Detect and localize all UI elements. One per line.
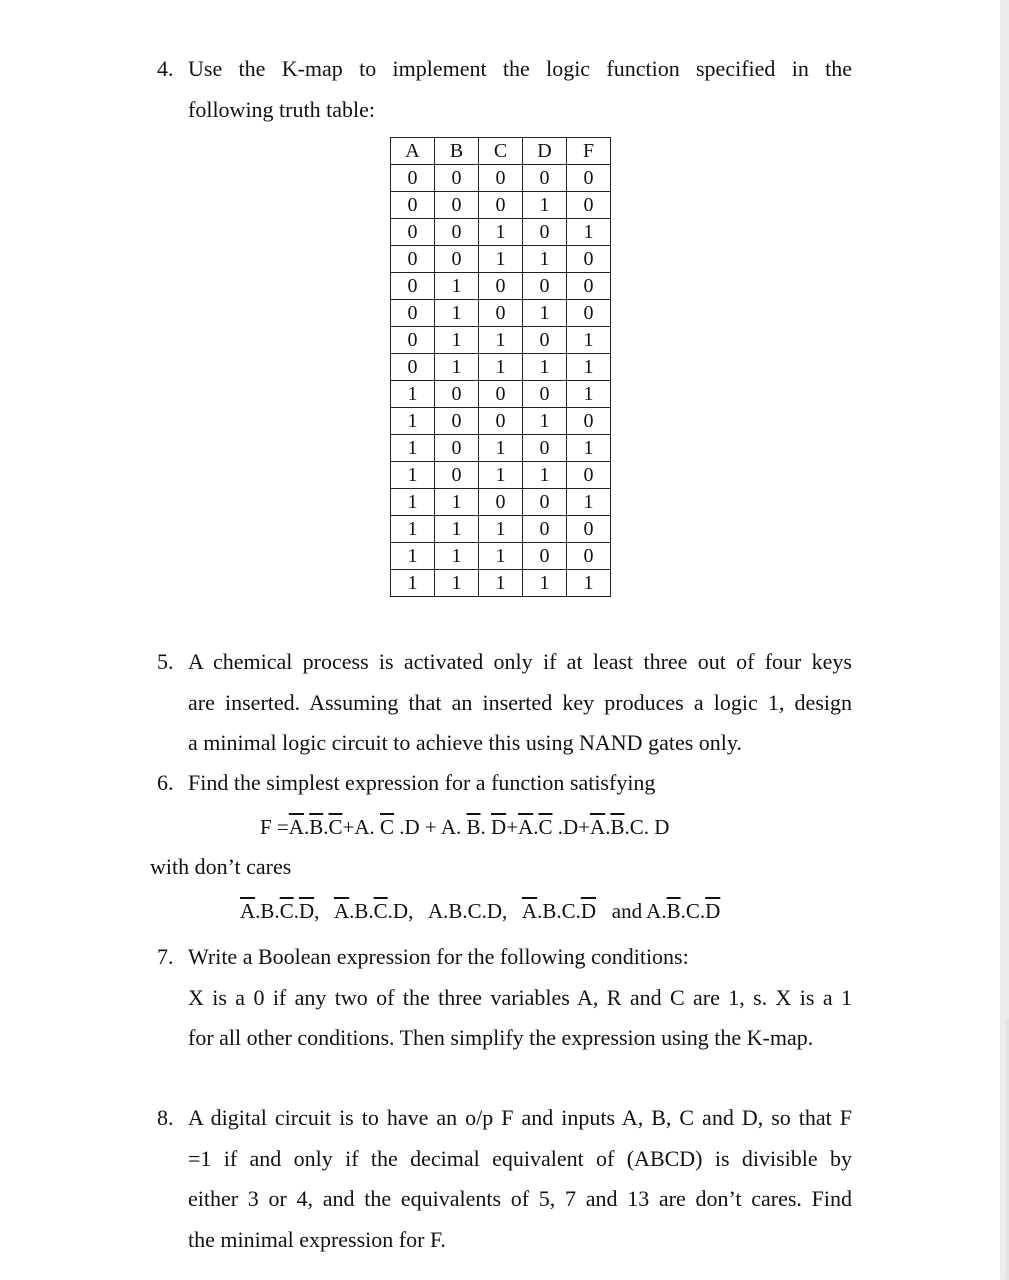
- dont-care-term: $\overline{A}.B.C.\overline{D}$: [521, 899, 596, 923]
- truth-table-cell: 1: [391, 462, 435, 489]
- truth-table-cell: 0: [567, 408, 611, 435]
- question-number: 4.: [157, 56, 174, 81]
- truth-table-row: [391, 327, 611, 354]
- truth-table-cell: 1: [523, 570, 567, 597]
- truth-table: [390, 137, 611, 597]
- truth-table-cell: 0: [523, 219, 567, 246]
- truth-table-cell: 1: [479, 462, 523, 489]
- truth-table-cell: 1: [479, 543, 523, 570]
- truth-table-cell: 0: [479, 408, 523, 435]
- truth-table-cell: 1: [479, 354, 523, 381]
- question-text-line: Find the simplest expression for a function satisfying: [188, 770, 656, 795]
- truth-table-row: [391, 435, 611, 462]
- truth-table-cell: 1: [435, 489, 479, 516]
- truth-table-cell: 0: [391, 192, 435, 219]
- truth-table-cell: 1: [523, 354, 567, 381]
- truth-table-cell: 0: [567, 516, 611, 543]
- question-text-line: are inserted. Assuming that an inserted key produces a logic 1, design: [188, 689, 852, 715]
- truth-table-cell: 1: [479, 246, 523, 273]
- function-equation: $F =\overline{A}.\overline{B}.\overline{C}+A$. $\overline{C}$ .D + A. $\overline{B}$. $\overline{D}+\overline{A}.\overline{C}$ $.D+\overline{A}.\overline{B}.C$. D: [260, 815, 670, 839]
- truth-table-cell: 0: [523, 516, 567, 543]
- truth-table-cell: 0: [435, 192, 479, 219]
- truth-table-cell: 1: [567, 570, 611, 597]
- truth-table-row: [391, 543, 611, 570]
- truth-table-cell: 1: [435, 354, 479, 381]
- truth-table-cell: 0: [567, 246, 611, 273]
- truth-table-cell: 1: [523, 246, 567, 273]
- truth-table-cell: 1: [435, 516, 479, 543]
- truth-table-cell: 0: [523, 489, 567, 516]
- truth-table-cell: 1: [435, 327, 479, 354]
- question-text-line: =1 if and only if the decimal equivalent of (ABCD) is divisible by: [188, 1145, 852, 1171]
- truth-table-header-cell: A: [391, 138, 435, 165]
- truth-table-cell: 1: [479, 570, 523, 597]
- truth-table-row: [391, 192, 611, 219]
- truth-table-cell: 1: [567, 219, 611, 246]
- truth-table-cell: 0: [479, 381, 523, 408]
- question-text-line: for all other conditions. Then simplify the expression using the K-map.: [188, 1025, 814, 1050]
- question-number: 5.: [157, 649, 174, 674]
- truth-table-row: [391, 408, 611, 435]
- question-text-line: a minimal logic circuit to achieve this using NAND gates only.: [188, 730, 742, 755]
- truth-table-cell: 1: [567, 354, 611, 381]
- question-number: 6.: [157, 770, 174, 795]
- truth-table-cell: 1: [391, 570, 435, 597]
- truth-table-cell: 0: [479, 300, 523, 327]
- truth-table-cell: 0: [435, 381, 479, 408]
- truth-table-cell: 0: [523, 165, 567, 192]
- truth-table-row: [391, 165, 611, 192]
- dont-care-term: A.B.C.D: [427, 899, 503, 923]
- truth-table-cell: 0: [391, 300, 435, 327]
- truth-table-cell: 1: [479, 435, 523, 462]
- truth-table-header-cell: C: [479, 138, 523, 165]
- truth-table-cell: 1: [479, 327, 523, 354]
- question-number: 8.: [157, 1105, 174, 1130]
- truth-table-cell: 0: [435, 435, 479, 462]
- question-text-line: Use the K-map to implement the logic function specified in the: [188, 56, 852, 81]
- truth-table-cell: 1: [435, 273, 479, 300]
- truth-table-cell: 1: [391, 489, 435, 516]
- truth-table-row: [391, 570, 611, 597]
- truth-table-row: [391, 381, 611, 408]
- truth-table-cell: 0: [391, 327, 435, 354]
- truth-table-cell: 1: [479, 516, 523, 543]
- question-text-line: either 3 or 4, and the equivalents of 5, 7 and 13 are don’t cares. Find: [188, 1186, 852, 1211]
- truth-table-cell: 0: [391, 354, 435, 381]
- truth-table-cell: 0: [391, 273, 435, 300]
- truth-table-row: [391, 462, 611, 489]
- truth-table-cell: 1: [391, 516, 435, 543]
- truth-table-cell: 1: [567, 489, 611, 516]
- truth-table-cell: 0: [567, 192, 611, 219]
- truth-table-cell: 0: [479, 273, 523, 300]
- truth-table-cell: 1: [523, 192, 567, 219]
- truth-table-cell: 0: [479, 165, 523, 192]
- question-number: 7.: [157, 944, 174, 969]
- truth-table-header-row: [391, 138, 611, 165]
- truth-table-cell: 0: [523, 327, 567, 354]
- truth-table-header-cell: F: [567, 138, 611, 165]
- truth-table-row: [391, 246, 611, 273]
- truth-table-cell: 0: [391, 165, 435, 192]
- truth-table-cell: 0: [435, 219, 479, 246]
- truth-table-cell: 1: [523, 300, 567, 327]
- question-text-line: X is a 0 if any two of the three variables A, R and C are 1, s. X is a 1: [188, 984, 852, 1010]
- truth-table-cell: 0: [435, 165, 479, 192]
- truth-table-cell: 1: [435, 300, 479, 327]
- truth-table-cell: 0: [391, 246, 435, 273]
- truth-table-header-cell: D: [523, 138, 567, 165]
- truth-table-row: [391, 300, 611, 327]
- scrollbar[interactable]: [1000, 0, 1009, 1280]
- truth-table-cell: 1: [567, 381, 611, 408]
- truth-table-cell: 0: [567, 462, 611, 489]
- truth-table-cell: 0: [523, 381, 567, 408]
- truth-table-cell: 0: [479, 192, 523, 219]
- truth-table-cell: 0: [567, 165, 611, 192]
- truth-table-cell: 1: [567, 327, 611, 354]
- truth-table-cell: 1: [523, 462, 567, 489]
- dont-care-term: $\overline{A}.B.\overline{C}.\overline{D}$: [240, 899, 315, 923]
- truth-table-cell: 1: [567, 435, 611, 462]
- truth-table-row: [391, 354, 611, 381]
- truth-table-cell: 0: [567, 273, 611, 300]
- truth-table-cell: 1: [435, 570, 479, 597]
- truth-table-cell: 0: [435, 246, 479, 273]
- truth-table-cell: 1: [391, 543, 435, 570]
- question-text-line: following truth table:: [188, 96, 375, 122]
- truth-table-cell: 0: [479, 489, 523, 516]
- truth-table-cell: 1: [523, 408, 567, 435]
- truth-table-cell: 1: [391, 435, 435, 462]
- truth-table-cell: 1: [391, 408, 435, 435]
- truth-table-cell: 0: [391, 219, 435, 246]
- dont-care-term: $\overline{A}.B.\overline{C}.D$: [333, 899, 409, 923]
- dont-cares-label: with don’t cares: [150, 854, 292, 879]
- truth-table-cell: 1: [435, 543, 479, 570]
- truth-table-cell: 0: [523, 543, 567, 570]
- truth-table-cell: 0: [567, 543, 611, 570]
- truth-table-row: [391, 273, 611, 300]
- question-text-line: Write a Boolean expression for the following conditions:: [188, 944, 689, 969]
- truth-table-cell: 0: [567, 300, 611, 327]
- truth-table-cell: 0: [523, 273, 567, 300]
- truth-table-cell: 1: [391, 381, 435, 408]
- dont-cares-terms: $\overline{A}.B.\overline{C}.\overline{D}$, $\overline{A}.B.\overline{C}.D$, A.B.C.D, $\overline{A}.B.C.\overline{D}$ and $A.\overline{B}.C.\overline{D}$: [240, 899, 721, 923]
- truth-table-cell: 0: [435, 408, 479, 435]
- dont-care-term: $A.\overline{B}.C.\overline{D}$: [646, 899, 721, 923]
- truth-table-row: [391, 219, 611, 246]
- question-text-line: A chemical process is activated only if at least three out of four keys: [188, 649, 852, 674]
- truth-table-cell: 1: [479, 219, 523, 246]
- truth-table-cell: 0: [523, 435, 567, 462]
- truth-table-cell: 0: [435, 462, 479, 489]
- truth-table-header-cell: B: [435, 138, 479, 165]
- truth-table-row: [391, 516, 611, 543]
- question-text-line: the minimal expression for F.: [188, 1226, 446, 1252]
- question-text-line: A digital circuit is to have an o/p F and inputs A, B, C and D, so that F: [188, 1105, 852, 1130]
- truth-table-row: [391, 489, 611, 516]
